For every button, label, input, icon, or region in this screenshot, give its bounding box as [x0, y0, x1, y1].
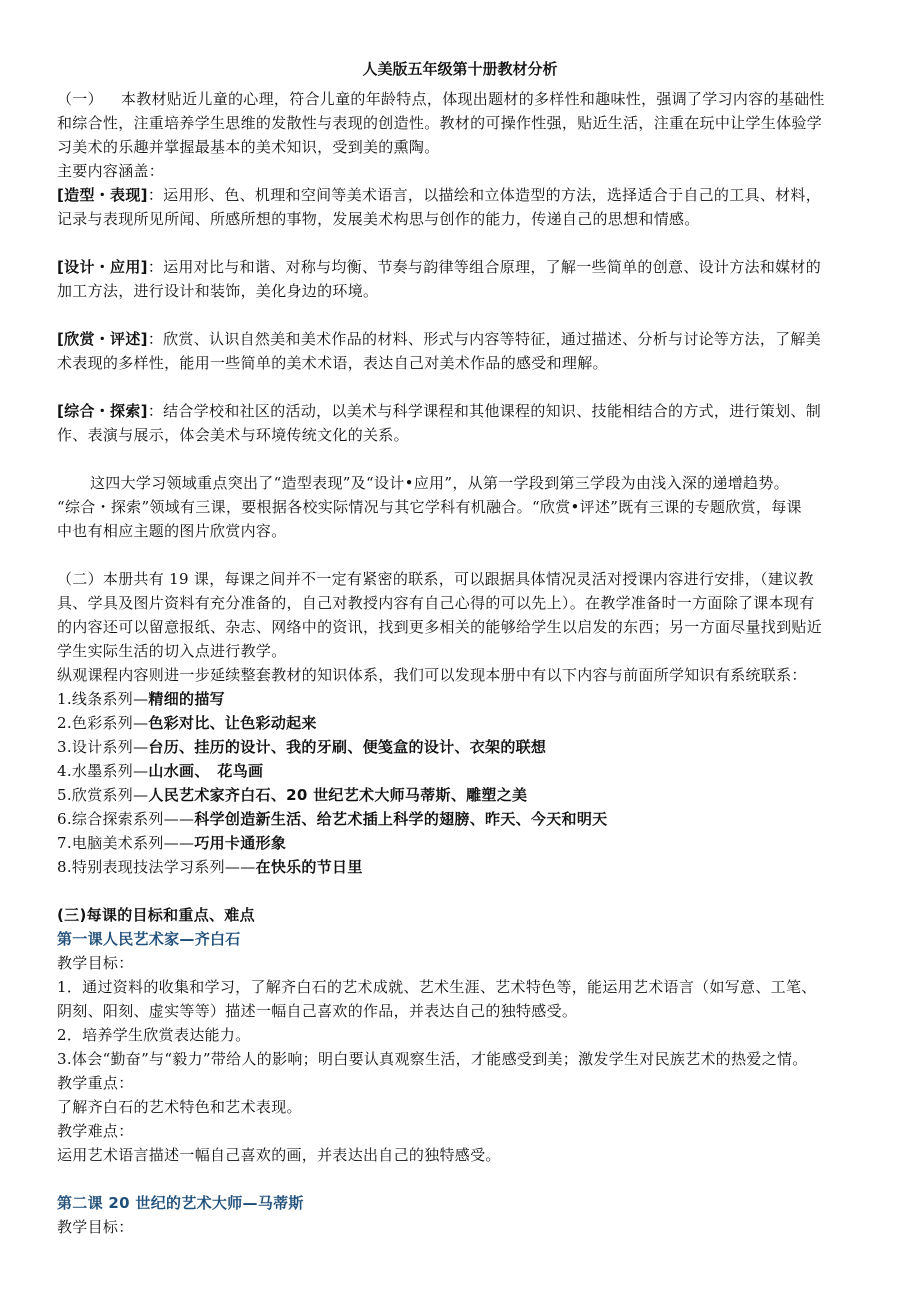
section-three-heading: (三)每课的目标和重点、难点	[57, 906, 255, 924]
series-lessons: 色彩对比、让色彩动起来	[148, 714, 317, 732]
area-design-text-1: ：运用对比与和谐、对称与均衡、节奏与韵律等组合原理，了解一些简单的创意、设计方法和媒材的	[147, 258, 822, 276]
goal-1-line-1: 1．通过资料的收集和学习，了解齐白石的艺术成就、艺术生涯、艺术特色等，能运用艺术语言（如写意、工笔、	[57, 978, 817, 996]
area-design-line-2: 加工方法，进行设计和装饰，美化身边的环境。	[57, 282, 379, 300]
series-prefix: 1.线条系列—	[57, 690, 149, 708]
area-design-label: [设计・应用]	[57, 258, 148, 276]
section-two-line-4: 学生实际生活的切入点进行教学。	[57, 642, 287, 660]
area-exploration-line-1	[57, 400, 821, 422]
area-appreciation-line-2: 术表现的多样性，能用一些简单的美术术语，表达自己对美术作品的感受和理解。	[57, 354, 608, 372]
series-prefix: 4.水墨系列—	[57, 762, 149, 780]
section-one-label: （一）	[57, 90, 103, 108]
section-two-line-1: （二）本册共有 19 课，每课之间并不一定有紧密的联系，可以跟据具体情况灵活对授课内容进行安排，（建议教	[57, 570, 814, 588]
series-item	[57, 688, 225, 710]
summary-line-1: 这四大学习领域重点突出了“造型表现”及“设计•应用”，从第一学段到第三学段为由浅入深的递增趋势。	[90, 474, 789, 492]
area-exploration-line-2: 作、表演与展示，体会美术与环境传统文化的关系。	[57, 426, 409, 444]
series-lessons: 山水画、 花鸟画	[148, 762, 264, 780]
area-modeling-text-1: ：运用形、色、机理和空间等美术语言，以描绘和立体造型的方法，选择适合于自己的工具、材料，	[147, 186, 822, 204]
series-item	[57, 784, 527, 806]
series-lessons: 台历、挂历的设计、我的牙刷、便笺盒的设计、衣架的联想	[148, 738, 547, 756]
area-appreciation-text-1: ：欣赏、认识自然美和美术作品的材料、形式与内容等特征，通过描述、分析与讨论等方法，了解美	[147, 330, 822, 348]
area-design-line-1	[57, 256, 821, 278]
area-modeling-line-2: 记录与表现所见所闻、所感所想的事物，发展美术构思与创作的能力，传递自己的思想和情感。	[57, 210, 700, 228]
section-one-line-3: 习美术的乐趣并掌握最基本的美术知识，受到美的熏陶。	[57, 138, 440, 156]
series-lessons: 精细的描写	[148, 690, 225, 708]
section-one-line-1	[57, 88, 825, 110]
series-prefix: 7.电脑美术系列——	[57, 834, 195, 852]
series-item	[57, 712, 317, 734]
series-item	[57, 856, 363, 878]
goal-3: 3.体会“勤奋”与“毅力”带给人的影响；明白要认真观察生活，才能感受到美；激发学生对民族艺术的热爱之情。	[57, 1050, 808, 1068]
teaching-difficulty-text: 运用艺术语言描述一幅自己喜欢的画，并表达出自己的独特感受。	[57, 1146, 501, 1164]
teaching-key-text: 了解齐白石的艺术特色和艺术表现。	[57, 1098, 302, 1116]
section-two-line-3: 的内容还可以留意报纸、杂志、网络中的资讯，找到更多相关的能够给学生以启发的东西；另一方面尽量找到贴近	[57, 618, 823, 636]
summary-line-2: “综合・探索”领域有三课，要根据各校实际情况与其它学科有机融合。“欣赏•评述”既有三课的专题欣赏，每课	[57, 498, 802, 516]
series-prefix: 2.色彩系列—	[57, 714, 149, 732]
document-title: 人美版五年级第十册教材分析	[362, 60, 558, 78]
series-lessons: 巧用卡通形象	[194, 834, 287, 852]
section-two-line-5: 纵观课程内容则进一步延续整套教材的知识体系，我们可以发现本册中有以下内容与前面所学知识有系统联系：	[57, 666, 807, 684]
teaching-goals-label: 教学目标：	[57, 954, 134, 972]
series-item	[57, 760, 263, 782]
series-prefix: 6.综合探索系列——	[57, 810, 195, 828]
area-exploration-text-1: ：结合学校和社区的活动，以美术与科学课程和其他课程的知识、技能相结合的方式，进行策划、制	[147, 402, 822, 420]
teaching-difficulty-label: 教学难点：	[57, 1122, 134, 1140]
lesson-one-title: 第一课人民艺术家—齐白石	[57, 930, 241, 948]
area-appreciation-label: [欣赏・评述]	[57, 330, 148, 348]
series-lessons: 人民艺术家齐白石、20 世纪艺术大师马蒂斯、雕塑之美	[148, 786, 528, 804]
series-item	[57, 736, 546, 758]
section-two-line-2: 具、学具及图片资料有充分准备的，自己对教授内容有自己心得的可以先上）。在教学准备时一方面除了课本现有	[57, 594, 815, 612]
goal-1-line-2: 阴刻、阳刻、虚实等等）描述一幅自己喜欢的作品，并表达自己的独特感受。	[57, 1002, 578, 1020]
summary-line-3: 中也有相应主题的图片欣赏内容。	[57, 522, 287, 540]
series-prefix: 3.设计系列—	[57, 738, 149, 756]
lesson-two-title: 第二课 20 世纪的艺术大师—马蒂斯	[57, 1194, 304, 1212]
series-lessons: 在快乐的节日里	[255, 858, 363, 876]
series-prefix: 5.欣赏系列—	[57, 786, 149, 804]
area-modeling-line-1	[57, 184, 821, 206]
area-modeling-label: [造型・表现]	[57, 186, 148, 204]
series-prefix: 8.特别表现技法学习系列——	[57, 858, 256, 876]
series-lessons: 科学创造新生活、给艺术插上科学的翅膀、昨天、今天和明天	[194, 810, 608, 828]
teaching-goals-label-2: 教学目标：	[57, 1218, 134, 1236]
goal-2: 2．培养学生欣赏表达能力。	[57, 1026, 251, 1044]
series-item	[57, 808, 607, 830]
main-content-label: 主要内容涵盖：	[57, 162, 165, 180]
teaching-key-label: 教学重点：	[57, 1074, 134, 1092]
section-one-text-1: 本教材贴近儿童的心理，符合儿童的年龄特点，体现出题材的多样性和趣味性，强调了学习内容的基础性	[120, 90, 825, 108]
section-one-line-2: 和综合性，注重培养学生思维的发散性与表现的创造性。教材的可操作性强，贴近生活，注重在玩中让学生体验学	[57, 114, 823, 132]
area-appreciation-line-1	[57, 328, 821, 350]
area-exploration-label: [综合・探索]	[57, 402, 148, 420]
series-item	[57, 832, 286, 854]
